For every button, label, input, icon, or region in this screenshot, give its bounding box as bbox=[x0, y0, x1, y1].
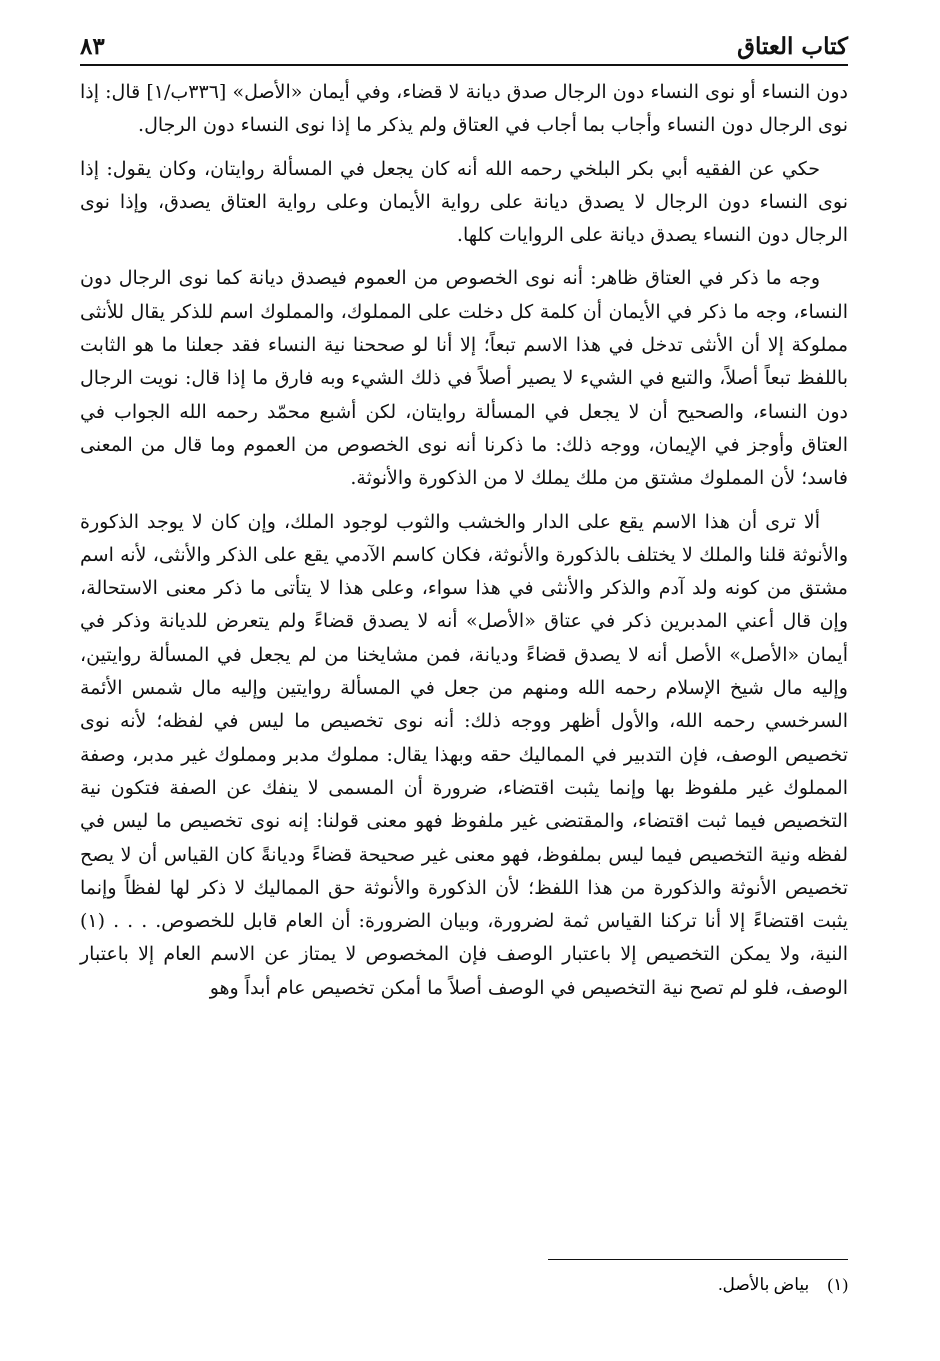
running-title: كتاب العتاق bbox=[737, 33, 848, 60]
paragraph: ألا ترى أن هذا الاسم يقع على الدار والخشب والثوب لوجود الملك، وإن كان لا يوجد الذكورة والأنوثة قلنا والملك لا يختلف بالذكورة والأنوثة، فكان كاسم الآدمي يقع على الذكر والأنثى، لأنه اسم مشتق من كونه ولد آدم والذكر والأنثى في هذا سواء، وعلى هذا لا يتأتى ما ذكر معنى الاستحالة، وإن قال أعني المدبرين ذكر في عتاق «الأصل» أنه لا يصدق قضاءً ولم يتعرض للديانة وذكر في أيمان «الأصل» الأصل أنه لا يصدق قضاءً وديانة، فمن مشايخنا من لم يجعل في المسألة روايتين، وإليه مال شيخ الإسلام رحمه الله ومنهم من جعل في المسألة روايتين وإليه مال شمس الأئمة السرخسي رحمه الله، والأول أظهر ووجه ذلك: أنه نوى تخصيص ما ليس في لفظه؛ لأنه نوى تخصيص الوصف، فإن التدبير في المماليك حقه وبهذا يقال: مملوك مدبر ومملوك غير مدبر، وصفة المملوك غير ملفوظ بها وإنما يثبت اقتضاء، ضرورة أن المسمى لا ينفك عن الصفة فتكون نية التخصيص فيما ثبت اقتضاء، والمقتضى غير ملفوظ فهو معنى قولنا: إنه نوى تخصيص ما ليس في لفظه ونية التخصيص فيما ليس بملفوظ، فهو معنى غير صحيحة قضاءً وديانةً كان القياس أن لا يصح تخصيص الأنوثة والذكورة من هذا اللفظ؛ لأن الذكورة والأنوثة حق المماليك لا ذكر لها لفظاً وإنما يثبت اقتضاءً إلا أنا تركنا القياس ثمة لضرورة، وبيان الضرورة: أن العام قابل للخصوص. . . . (١) النية، ولا يمكن التخصيص إلا باعتبار الوصف فإن المخصوص لا يمتاز عن الاسم العام إلا باعتبار الوصف، فلو لم تصح نية التخصيص في الوصف أصلاً ما أمكن تخصيص عام أبداً وهو bbox=[80, 510, 848, 999]
paragraph: حكي عن الفقيه أبي بكر البلخي رحمه الله أنه كان يجعل في المسألة روايتان، وكان يقول: إذا نوى النساء دون الرجال لا يصدق ديانة على رواية الأيمان وعلى رواية العتاق يصدق، وإذا نوى الرجال دون النساء يصدق ديانة على الروايات كلها. bbox=[80, 157, 848, 247]
footnote-rule bbox=[548, 1259, 848, 1260]
paragraph: وجه ما ذكر في العتاق ظاهر: أنه نوى الخصوص من العموم فيصدق ديانة كما نوى الرجال دون النساء، وجه ما ذكر في الأيمان أن كلمة كل دخلت على المملوك، والمملوك اسم للذكر يقال للأنثى مملوكة إلا أن الأنثى تدخل في هذا الاسم تبعاً؛ إلا أنا لو صححنا نية النساء فقد جعلنا ما هو الثابت باللفظ تبعاً أصلاً، والتبع في الشيء لا يصير أصلاً في ذلك الشيء وبه فارق ما إذا قال: نويت الرجال دون النساء، والصحيح أن لا يجعل في المسألة روايتان، لكن أشبع محمّد رحمه الله الجواب في العتاق وأوجز في الإيمان، ووجه ذلك: ما ذكرنا أنه نوى الخصوص من العموم وما قال من المعنى فاسد؛ لأن المملوك مشتق من ملك يملك لا من الذكورة والأنوثة. bbox=[80, 267, 848, 490]
footnote bbox=[80, 1272, 848, 1298]
page-header bbox=[80, 22, 848, 64]
footnote-number: (١) bbox=[827, 1275, 848, 1294]
body-text bbox=[80, 76, 848, 1005]
header-rule bbox=[80, 64, 848, 66]
footnote-text: بياض بالأصل. bbox=[718, 1275, 810, 1294]
page-number: ٨٣ bbox=[80, 33, 105, 60]
paragraph: دون النساء أو نوى النساء دون الرجال صدق ديانة لا قضاء، وفي أيمان «الأصل» [٣٣٦ب/١] قال: إذا نوى الرجال دون النساء وأجاب بما أجاب في العتاق ولم يذكر ما إذا نوى النساء دون الرجال. bbox=[80, 81, 848, 137]
